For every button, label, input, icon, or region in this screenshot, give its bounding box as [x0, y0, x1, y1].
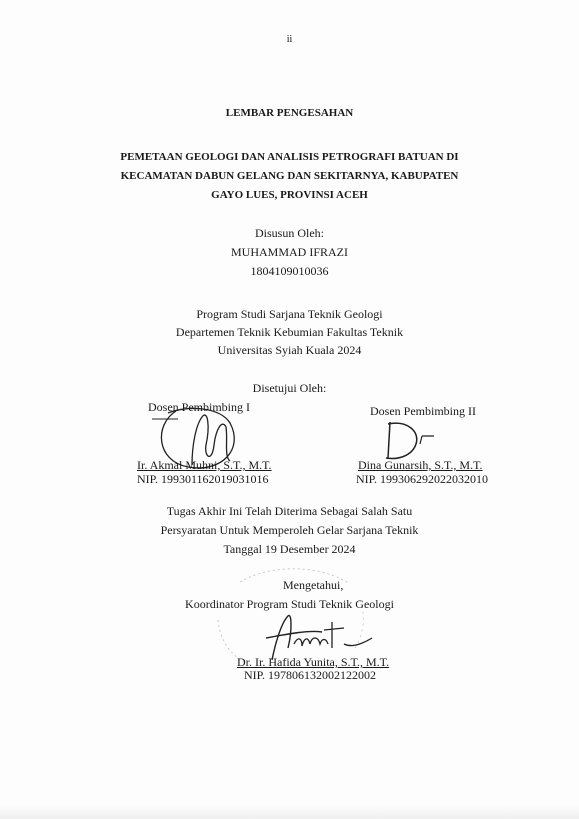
- page-bottom-edge: [0, 805, 579, 819]
- supervisor-2-name: Dina Gunarsih, S.T., M.T.: [358, 458, 483, 472]
- acceptance-line-2: Persyaratan Untuk Memperoleh Gelar Sarjana Teknik: [160, 523, 419, 537]
- supervisor-1-name: Ir. Akmal Muhni, S.T., M.T.: [137, 458, 272, 472]
- thesis-title-line-2: KECAMATAN DABUN GELANG DAN SEKITARNYA, KABUPATEN: [120, 170, 459, 182]
- acceptance-date: Tanggal 19 Desember 2024: [223, 542, 356, 556]
- coordinator-role: Koordinator Program Studi Teknik Geologi: [185, 597, 394, 611]
- supervisor-1-role: Dosen Pembimbing I: [148, 400, 250, 414]
- supervisor-2-role: Dosen Pembimbing II: [370, 404, 476, 418]
- page-heading: LEMBAR PENGESAHAN: [225, 107, 354, 119]
- author-label: Disusun Oleh:: [255, 226, 324, 240]
- supervisor-1-nip: NIP. 199301162019031016: [137, 472, 269, 486]
- coordinator-name: Dr. Ir. Hafida Yunita, S.T., M.T.: [237, 655, 390, 669]
- institution-line-1: Program Studi Sarjana Teknik Geologi: [196, 307, 383, 321]
- thesis-title-line-3: GAYO LUES, PROVINSI ACEH: [211, 189, 368, 201]
- institution-line-2: Departemen Teknik Kebumian Fakultas Teknik: [175, 325, 404, 339]
- author-nim: 1804109010036: [250, 264, 329, 278]
- coordinator-label: Mengetahui,: [283, 578, 344, 592]
- coordinator-nip: NIP. 197806132002122002: [244, 668, 377, 682]
- approval-label: Disetujui Oleh:: [252, 381, 327, 395]
- thesis-title-line-1: PEMETAAN GEOLOGI DAN ANALISIS PETROGRAFI BATUAN DI: [120, 151, 459, 163]
- page-number: ii: [286, 34, 293, 45]
- acceptance-line-1: Tugas Akhir Ini Telah Diterima Sebagai Salah Satu: [166, 504, 413, 518]
- author-name: MUHAMMAD IFRAZI: [230, 245, 348, 259]
- supervisor-2-nip: NIP. 199306292022032010: [356, 472, 489, 486]
- institution-line-3: Universitas Syiah Kuala 2024: [217, 343, 362, 357]
